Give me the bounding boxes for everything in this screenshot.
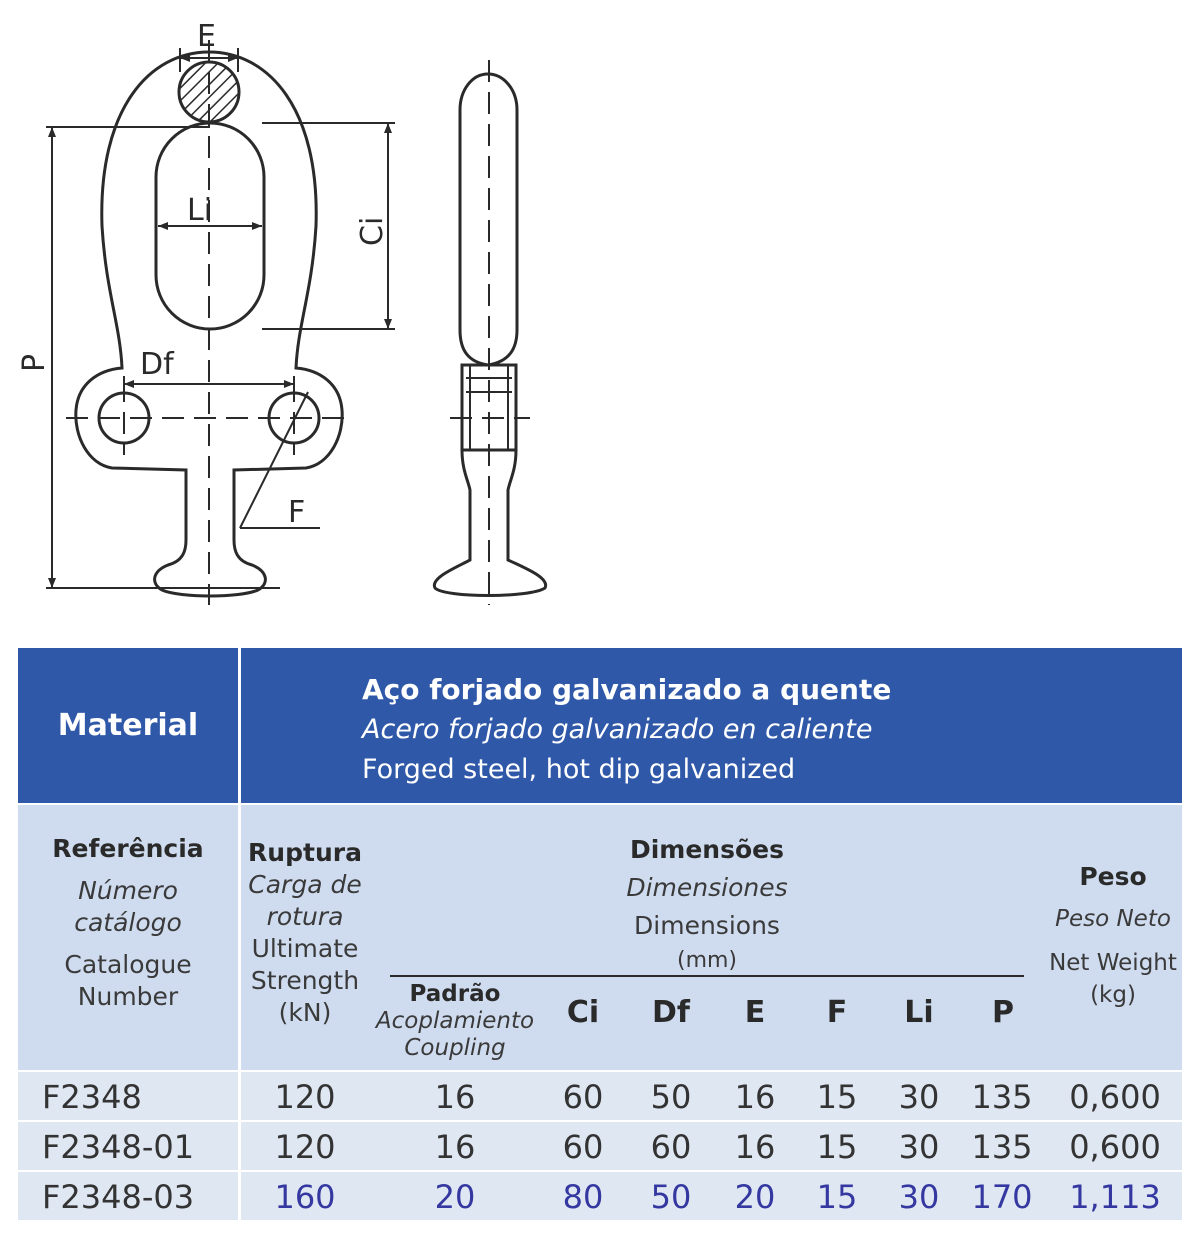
header-weight-en: Net Weight — [1049, 950, 1177, 976]
dim-label-df: Df — [140, 347, 174, 382]
cell-p: 135 — [971, 1078, 1033, 1116]
header-e: E — [744, 995, 766, 1030]
cell-f: 15 — [816, 1078, 858, 1116]
cell-weight: 1,113 — [1069, 1178, 1161, 1216]
cell-p: 170 — [971, 1178, 1033, 1216]
cell-ci: 60 — [562, 1078, 604, 1116]
header-ref-es-2: catálogo — [74, 908, 182, 937]
cell-li: 30 — [898, 1078, 940, 1116]
header-ref-en-1: Catalogue — [64, 950, 192, 979]
table-row — [18, 1122, 1182, 1170]
header-reference — [18, 833, 238, 1013]
cell-e: 16 — [734, 1128, 776, 1166]
cell-f: 15 — [816, 1128, 858, 1166]
header-rupture-pt: Ruptura — [248, 838, 362, 867]
dim-label-p: P — [17, 353, 52, 372]
cell-weight: 0,600 — [1069, 1128, 1161, 1166]
header-coupling — [370, 981, 540, 1062]
header-dims-unit: (mm) — [676, 948, 738, 973]
dim-label-e: E — [197, 19, 216, 54]
header-ref-es-1: Número — [78, 876, 178, 905]
table-row — [18, 1172, 1182, 1220]
cell-coupling: 20 — [434, 1178, 476, 1216]
material-band — [18, 648, 1182, 803]
dimensions-rule — [390, 975, 1024, 977]
cell-ref: F2348 — [42, 1078, 142, 1116]
cell-df: 50 — [650, 1178, 692, 1216]
arrowheads — [48, 54, 392, 588]
cell-ref: F2348-01 — [42, 1128, 195, 1166]
cell-ci: 80 — [562, 1178, 604, 1216]
cell-ref: F2348-03 — [42, 1178, 195, 1216]
cell-rupture: 160 — [274, 1178, 336, 1216]
specification-table — [18, 648, 1182, 1220]
header-df: Df — [652, 995, 690, 1030]
cell-rupture: 120 — [274, 1078, 336, 1116]
header-coupling-en: Coupling — [404, 1035, 506, 1061]
header-ref-en-2: Number — [77, 982, 179, 1011]
header-rupture — [242, 837, 368, 1029]
center-lines — [66, 40, 350, 605]
header-rupture-es-1: Carga de — [248, 870, 362, 899]
column-header — [18, 805, 1182, 1070]
header-dimensions — [390, 831, 1024, 977]
material-pt: Aço forjado galvanizado a quente — [362, 673, 892, 706]
cell-ci: 60 — [562, 1128, 604, 1166]
material-label: Material — [57, 708, 199, 743]
header-rupture-en-1: Ultimate — [251, 934, 359, 963]
header-ref-pt: Referência — [52, 834, 204, 863]
cell-df: 50 — [650, 1078, 692, 1116]
header-f: F — [826, 995, 848, 1030]
cell-li: 30 — [898, 1178, 940, 1216]
dim-label-ci: Ci — [355, 216, 390, 246]
header-rupture-en-2: Strength — [250, 966, 360, 995]
dimension-lines — [46, 48, 395, 588]
cell-weight: 0,600 — [1069, 1078, 1161, 1116]
header-ci: Ci — [566, 995, 600, 1030]
material-es: Acero forjado galvanizado en caliente — [362, 714, 873, 745]
table-body — [18, 1072, 1182, 1222]
cell-e: 20 — [734, 1178, 776, 1216]
cell-coupling: 16 — [434, 1078, 476, 1116]
table-row — [18, 1072, 1182, 1120]
material-description — [362, 670, 891, 790]
header-dims-es: Dimensiones — [626, 873, 788, 902]
header-coupling-es: Acoplamiento — [375, 1008, 535, 1034]
dim-label-li: Li — [187, 193, 213, 228]
header-rupture-unit: (kN) — [278, 998, 332, 1027]
cell-df: 60 — [650, 1128, 692, 1166]
header-weight-es: Peso Neto — [1055, 906, 1171, 932]
header-p: P — [992, 995, 1014, 1030]
header-weight-pt: Peso — [1079, 862, 1147, 891]
header-dims-en: Dimensions — [634, 911, 780, 940]
cell-rupture: 120 — [274, 1128, 336, 1166]
cell-e: 16 — [734, 1078, 776, 1116]
cell-p: 135 — [971, 1128, 1033, 1166]
header-dims-pt: Dimensões — [629, 835, 785, 864]
cell-f: 15 — [816, 1178, 858, 1216]
header-weight-unit: (kg) — [1090, 982, 1136, 1008]
header-coupling-pt: Padrão — [409, 981, 501, 1007]
material-en: Forged steel, hot dip galvanized — [362, 754, 796, 785]
header-weight — [1044, 861, 1182, 1011]
cell-li: 30 — [898, 1128, 940, 1166]
header-li: Li — [904, 995, 934, 1030]
cell-coupling: 16 — [434, 1128, 476, 1166]
header-rupture-es-2: rotura — [266, 902, 344, 931]
dim-label-f: F — [288, 495, 306, 530]
